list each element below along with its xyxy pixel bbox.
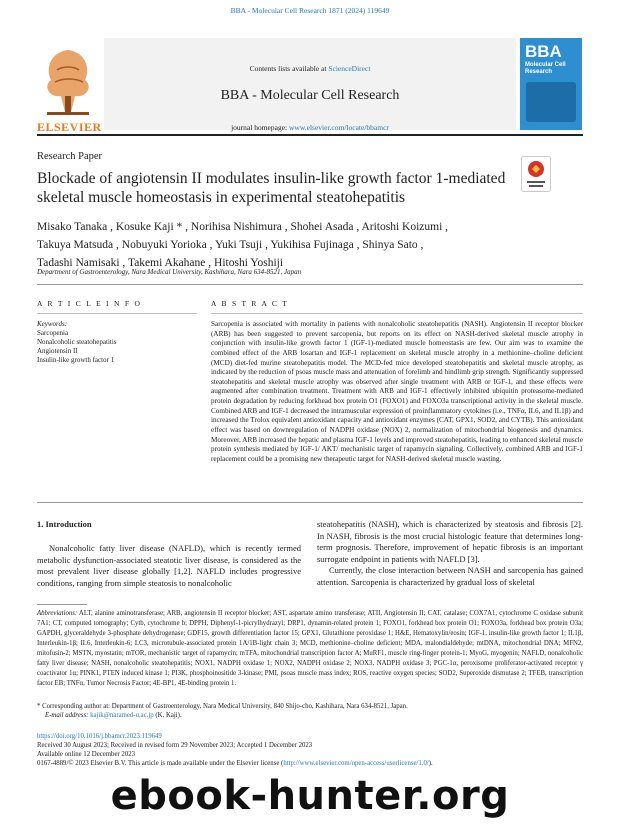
article-info-rule xyxy=(37,313,197,314)
contents-availability xyxy=(104,64,516,73)
email-label: E-mail address: xyxy=(45,712,89,719)
elsevier-wordmark: ELSEVIER xyxy=(37,120,102,134)
email-note xyxy=(45,711,585,721)
abbreviations-footnote xyxy=(37,609,583,689)
cover-artwork xyxy=(526,82,576,122)
keywords-label: Keywords: xyxy=(37,320,68,328)
homepage-link[interactable]: www.elsevier.com/locate/bbamcr xyxy=(289,123,389,132)
doi-link[interactable]: https://doi.org/10.1016/j.bbamcr.2023.119649 xyxy=(37,733,162,740)
author-line-2: Takuya Matsuda , Nobuyuki Yorioka , Yuki Tsuji , Yukihisa Fujinaga , Shinya Sato , xyxy=(37,239,424,251)
received-dates: Received 30 August 2023; Received in revised form 29 November 2023; Accepted 1 December 2023 xyxy=(37,742,313,749)
author-line-1: Misako Tanaka , Kosuke Kaji * , Norihisa Nishimura , Shohei Asada , Aritoshi Koizumi , xyxy=(37,221,449,233)
author-line-3: Tadashi Namisaki , Takemi Akahane , Hitoshi Yoshiji xyxy=(37,257,284,269)
article-info-heading: A R T I C L E I N F O xyxy=(37,299,142,308)
journal-cover xyxy=(520,38,582,130)
cover-logo: BBA xyxy=(525,42,562,61)
keyword: Sarcopenia xyxy=(37,329,69,337)
cover-subtitle-line1: Molecular Cell xyxy=(525,62,566,68)
abstract-bottom-rule xyxy=(37,502,583,503)
license-suffix: ). xyxy=(428,760,433,767)
section-heading-introduction: 1. Introduction xyxy=(37,519,92,529)
journal-title: BBA - Molecular Cell Research xyxy=(220,88,400,103)
license-link[interactable]: http://www.elsevier.com/open-access/userlicense/1.0/ xyxy=(283,760,429,767)
affiliation-rule xyxy=(37,284,583,285)
intro-paragraph-2: steatohepatitis (NASH), which is characterized by steatosis and fibrosis [2]. In NASH, fibrosis is the most crucial histologic feature that determines long-term prognosis. Therefore, improvement of hepatic fibrosis is an important surrogate endpoint in patients with NAFLD [3]. xyxy=(317,519,583,564)
contents-prefix: Contents lists available at xyxy=(249,64,329,73)
elsevier-tree-logo xyxy=(37,40,99,120)
abbreviations-label: Abbreviations: xyxy=(37,610,78,617)
homepage-prefix: journal homepage: xyxy=(231,123,289,132)
keyword: Insulin-like growth factor 1 xyxy=(37,356,115,364)
email-suffix: (K. Kaji). xyxy=(153,712,182,719)
journal-header-panel xyxy=(104,38,516,130)
footnote-rule xyxy=(37,604,87,605)
abstract-rule xyxy=(211,313,583,314)
keyword: Angiotensin II xyxy=(37,347,78,355)
article-type: Research Paper xyxy=(37,151,103,162)
cover-subtitle xyxy=(525,62,566,76)
affiliation: Department of Gastroenterology, Nara Medical University, Kashihara, Nara 634-8521, Japan xyxy=(37,268,302,276)
abbreviations-text: ALT, alanine aminotransferase; ARB, angiotensin II receptor blocker; AST, aspartate amino transferase; ATII, Angiotensin II; CAT, catalase; COX7A1, cytochrome C oxidase subunit 7A1; CT, computed tomography; Cytb, cytochrome b; DPPH, Diphenyl-1-picrylhydrazyl; DRP1, dynamin-related protein 1; FOXO1, forkhead box protein O1; FOXO3a, forkhead box protein O3a; GAPDH, glyceraldehyde 3-phosphate dehydrogenase; GDF15, growth differentiation factor 15; GPX1, Glutathione peroxidase 1; H&E, Hematoxylin/eosin; IGF-1, insulin-like growth factor 1; IL1β, Interleukin-1β; IL6, Interleukin-6; LC3, microtubule-associated protein 1A/1B-light chain 3; MCD, methionine–choline deficient; MDA, malondialdehyde; mtDNA, mitochondrial DNA; MFN2, mitofusin-2; MSTN, myostatin; mTOR, mechanistic target of rapamycin; mTFA, mitochondrial transcription factor A; MuRF1, muscle ring-finger protein-1; MyoG, myogenin; NAFLD, nonalcoholic fatty liver disease; NASH, nonalcoholic steatohepatitis; NOX1, NADPH oxidase 1; NOX2, NADPH oxidase 2; NOX3, NADPH oxidase 3; PGC-1α, peroxisome proliferator-activated receptor γ coactivator 1α; PINK1, PTEN induced kinase 1; PI3K, phosphoinositide 3-kinase; PMI, psoas muscle mass index; ROS, reactive oxygen species; SOD2, Superoxide dismutase 2; TFEB, transcription factor EB; TNFα, Tumor Necrosis Factor; 4E-BP1, 4E-binding protein 1. xyxy=(37,610,583,687)
cover-subtitle-line2: Research xyxy=(525,69,553,75)
intro-right-column xyxy=(317,519,583,588)
online-date: Available online 12 December 2023 xyxy=(37,751,136,758)
article-title: Blockade of angiotensin II modulates insulin-like growth factor 1-mediated skeletal muscle homeostasis in experimental steatohepatitis xyxy=(37,170,506,206)
header-rule xyxy=(37,134,583,136)
license-line xyxy=(37,760,433,767)
watermark: ebook-hunter.org xyxy=(110,773,510,819)
intro-paragraph-3: Currently, the close interaction between NASH and sarcopenia has gained attention. Sarcopenia is characterized by gradual loss of skeletal xyxy=(317,565,583,587)
journal-homepage xyxy=(104,123,516,132)
keyword: Nonalcoholic steatohepatitis xyxy=(37,338,117,346)
email-link[interactable]: kajik@naramed-u.ac.jp xyxy=(90,712,154,719)
keywords-block xyxy=(37,320,117,365)
corresponding-author-note: * Corresponding author at: Department of Gastroenterology, Nara Medical University, 840 Shijo-cho, Kashihara, Nara 634-8521, Japan. xyxy=(37,703,408,710)
check-for-updates-icon[interactable] xyxy=(521,156,551,192)
sciencedirect-link[interactable]: ScienceDirect xyxy=(328,64,371,73)
journal-citation-link[interactable]: BBA - Molecular Cell Research 1871 (2024) 119649 xyxy=(230,6,390,15)
intro-paragraph-1: Nonalcoholic fatty liver disease (NAFLD), which is recently termed metabolic dysfunction-associated steatotic liver disease, is considered as the most prevalent liver disease globally [1,2]. NAFLD includes progressive conditions, ranging from simple steatosis to nonalcoholic xyxy=(37,543,301,588)
abstract-heading: A B S T R A C T xyxy=(211,299,289,308)
abstract-text: Sarcopenia is associated with mortality in patients with nonalcoholic steatohepatitis (NASH). Angiotensin II receptor blocker (ARB) has been suggested to prevent sarcopenia, but reports on its effect on NASH-derived skeletal muscle atrophy in conjunction with insulin-like growth factor 1 (IGF-1)-mediated muscle homeostasis are few. Our aim was to examine the combined effect of the ARB losartan and IGF-1 replacement on skeletal muscle atrophy in a methionine–choline deficient (MCD) diet-fed murine steatohepatitis model. The MCD-fed mice developed steatohepatitis and skeletal muscle atrophy, as indicated by the reduction of psoas muscle mass and attenuation of forelimb and hindlimb grip strength. Significantly suppressed steatohepatitis and skeletal muscle atrophy was observed after single treatment with ARB or IGF-1, and these effects were augmented after combination treatment. Treatment with ARB and IGF-1 effectively inhibited ubiquitin proteasome-mediated protein degradation by reducing forkhead box protein O1 (FOXO1) and FOXO3a transcriptional activity in the skeletal muscle. Combined ARB and IGF-1 decreased the intramuscular expression of proinflammatory cytokines (i.e., TNFα, IL6, and IL1β) and increased the Trolox equivalent antioxidant capacity and antioxidant enzymes (CAT, GPX1, SOD2, and CYTB). This antioxidant effect was based on downregulation of NADPH oxidase (NOX) 2, normalization of mitochondrial biogenesis and dynamics. Moreover, ARB increased the hepatic and plasma IGF-1 levels and improved steatohepatitis, leading to enhanced skeletal muscle protein synthesis mediated by IGF-1/ AKT/ mechanistic target of rapamycin signaling. Collectively, combined ARB and IGF-1 replacement could be a promising new therapeutic target for NASH-derived skeletal muscle wasting. xyxy=(211,320,583,463)
author-list xyxy=(37,218,487,272)
license-prefix: 0167-4889/© 2023 Elsevier B.V. This article is made available under the Elsevier license ( xyxy=(37,760,284,767)
